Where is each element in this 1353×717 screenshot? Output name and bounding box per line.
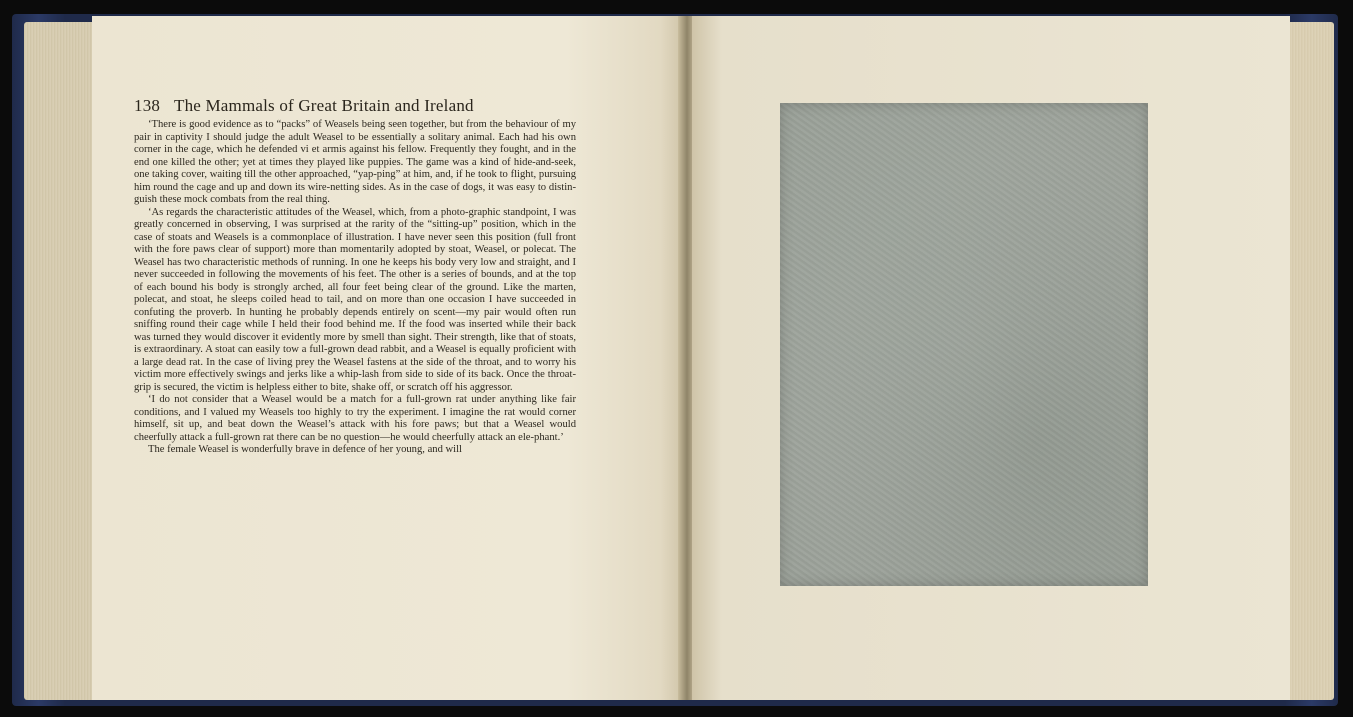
page-number: 138 (134, 96, 161, 115)
paragraph: ‘As regards the characteristic attitudes of the Weasel, which, from a photo-graphic standpoint, I was greatly concerned in observing, I was surprised at the rarity of the “sitting-up” position, which in the case of stoats and Weasels is a commonplace of illustration. I have never seen this position (full front with the fore paws clear of support) more than momentarily adopted by stoat, Weasel, or polecat. The Weasel has two characteristic methods of running. In one he keeps his body very low and straight, and I never succeeded in following the movements of his feet. The other is a series of bounds, and at the top of each bound his body is strongly arched, all four feet being clear of the ground. Like the marten, polecat, and stoat, he sleeps coiled head to tail, and on more than one occasion I have succeeded in confuting the proverb. In hunting he probably depends entirely on scent—my pair would often run sniffing round their cage while I held their food behind me. If the food was inserted while their back was turned they would discover it evidently more by smell than sight. Their strength, like that of stoats, is extraordinary. A stoat can easily tow a full-grown dead rabbit, and a Weasel is equally proficient with a large dead rat. In the case of living prey the Weasel fastens at the side of the throat, and to worry his victim more effectively swings and jerks like a whip-lash from side to side of its back. Once the throat-grip is secured, the victim is helpless either to bite, shake off, or scratch off his aggressor. (134, 206, 576, 393)
running-head (134, 96, 574, 118)
paragraph: ‘I do not consider that a Weasel would be a match for a full-grown rat under anything like fair conditions, and I valued my Weasels too highly to try the experiment. I imagine the rat would corner himself, sit up, and beat down the Weasel’s attack with his fore paws; but that a Weasel would cheerfully attack a full-grown rat there can be no question—he would cheerfully attack an ele-phant.’ (134, 394, 576, 443)
running-head-title: The Mammals of Great Britain and Ireland (174, 96, 474, 115)
paragraph: The female Weasel is wonderfully brave in defence of her young, and will (148, 444, 462, 455)
plate-texture (780, 103, 1148, 586)
paragraph: ‘There is good evidence as to “packs” of Weasels being seen together, but from the behaviour of my pair in captivity I should judge the adult Weasel to be essentially a solitary animal. Each had his own corner in the cage, which he defended vi et armis against his fellow. Frequently they fought, and in the end one killed the other; yet at times they played like puppies. The game was a kind of hide-and-seek, one taking cover, waiting till the other approached, “yap-ping” at him, and, if he took to flight, pursuing him round the cage and up and down its wire-netting sides. As in the case of dogs, it was easy to distin-guish these mock combats from the real thing. (134, 119, 576, 205)
body-text (134, 119, 576, 457)
photographic-plate (780, 103, 1148, 586)
